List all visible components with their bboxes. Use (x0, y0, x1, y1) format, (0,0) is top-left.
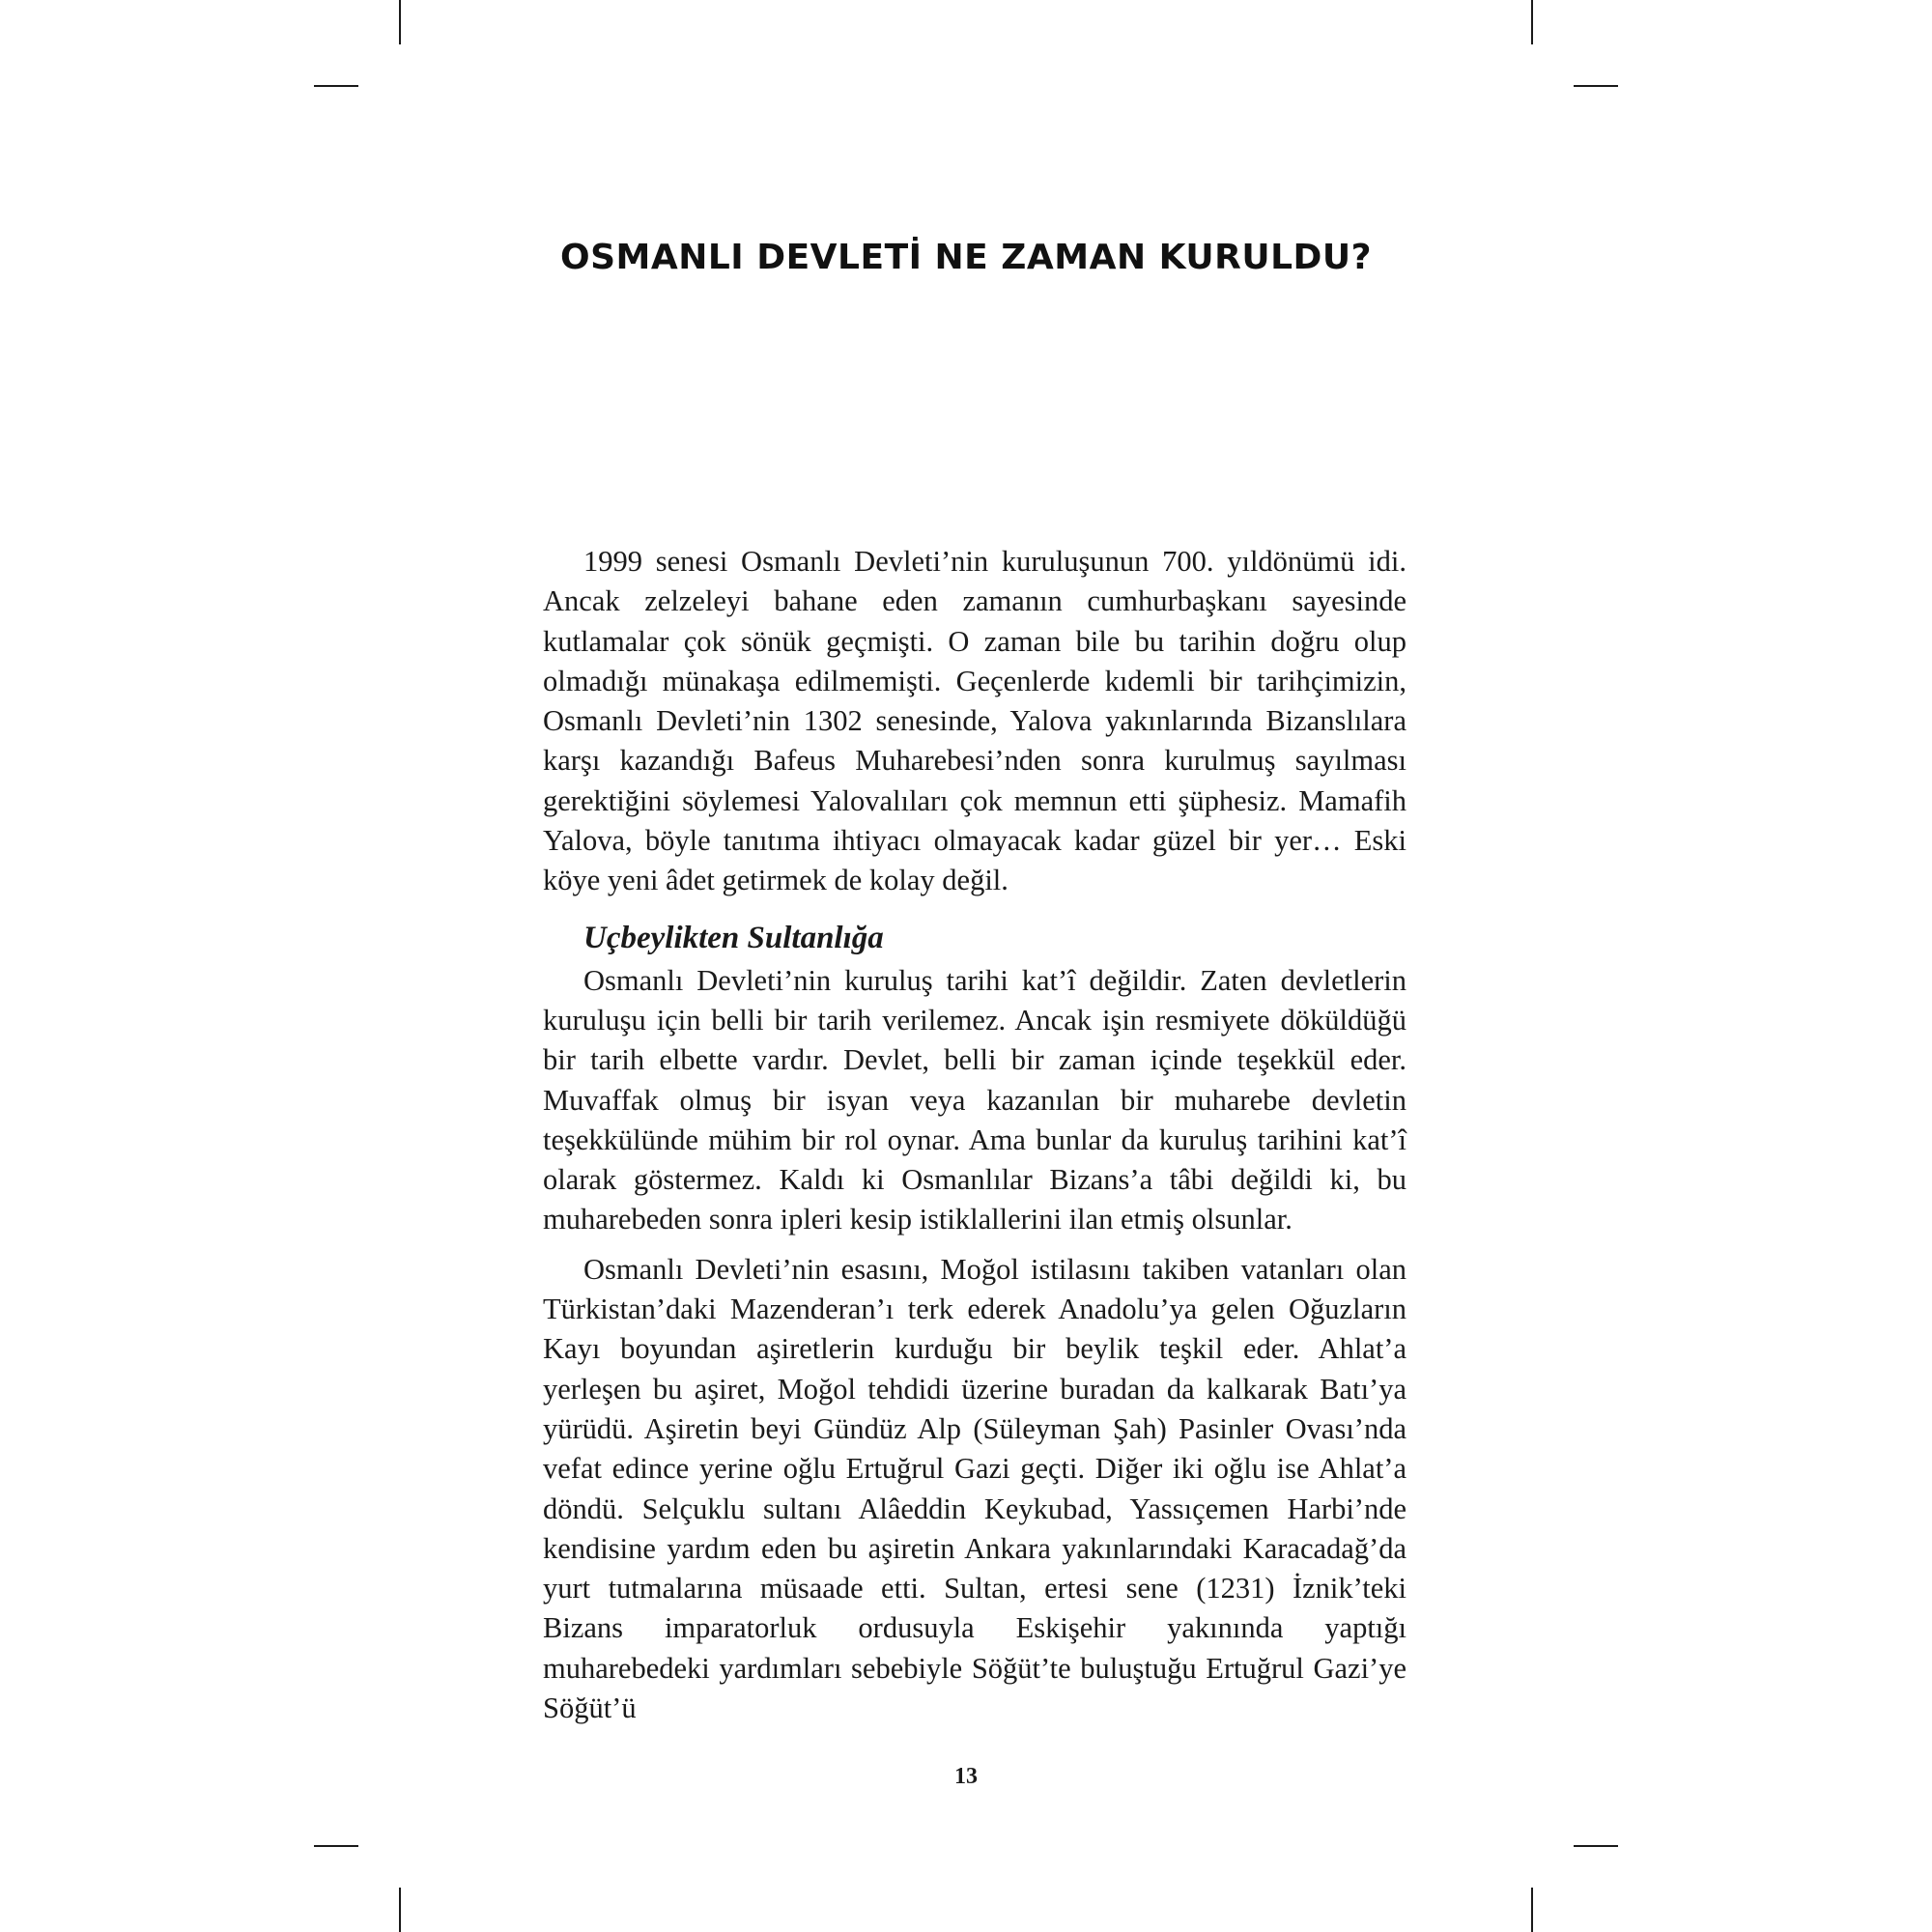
section-paragraph-1: Osmanlı Devleti’nin kuruluş tarihi kat’î değildir. Zaten devletlerin kuruluşu için belli bir tarih verilemez. Ancak işin resmiyete döküldüğü bir tarih elbette vardır. Devlet, belli bir zaman içinde teşekkül eder. Muvaffak olmuş bir isyan veya kazanılan bir muharebe devletin teşekkülünde mühim bir rol oynar. Ama bunlar da kuruluş tarihini kat’î olarak göstermez. Kaldı ki Osmanlılar Bizans’a tâbi değildi ki, bu muharebeden sonra ipleri kesip istiklallerini ilan etmiş olsunlar. (543, 963, 1406, 1236)
crop-mark-top-right-vertical (1531, 0, 1533, 44)
crop-mark-bottom-right-horizontal (1574, 1845, 1618, 1847)
crop-mark-bottom-right-vertical (1531, 1888, 1533, 1932)
crop-mark-top-right-horizontal (1574, 85, 1618, 87)
page-number: 13 (954, 1764, 978, 1789)
crop-mark-bottom-left-vertical (399, 1888, 401, 1932)
body-text (543, 542, 1406, 1728)
section-paragraph-2: Osmanlı Devleti’nin esasını, Moğol istilasını takiben vatanları olan Türkistan’daki Mazenderan’ı terk ederek Anadolu’ya gelen Oğuzların Kayı boyundan aşiretlerin kurduğu bir beylik teşkil eder. Ahlat’a yerleşen bu aşiret, Moğol tehdidi üzerine buradan da kalkarak Batı’ya yürüdü. Aşiretin beyi Gündüz Alp (Süleyman Şah) Pasinler Ovası’nda vefat edince yerine oğlu Ertuğrul Gazi geçti. Diğer iki oğlu ise Ahlat’a döndü. Selçuklu sultanı Alâeddin Keykubad, Yassıçemen Harbi’nde kendisine yardım eden bu aşiretin Ankara yakınlarındaki Karacadağ’da yurt tutmalarına müsaade etti. Sultan, ertesi sene (1231) İznik’teki Bizans imparatorluk ordusuyla Eskişehir yakınında yaptığı muharebedeki yardımları sebebiyle Söğüt’te buluştuğu Ertuğrul Gazi’ye Söğüt’ü (543, 1252, 1406, 1725)
crop-mark-top-left-vertical (399, 0, 401, 44)
section-heading: Uçbeylikten Sultanlığa (583, 920, 884, 955)
intro-paragraph: 1999 senesi Osmanlı Devleti’nin kuruluşunun 700. yıldönümü idi. Ancak zelzeleyi bahane eden zamanın cumhurbaşkanı sayesinde kutlamalar çok sönük geçmişti. O zaman bile bu tarihin doğru olup olmadığı münakaşa edilmemişti. Geçenlerde kıdemli bir tarihçimizin, Osmanlı Devleti’nin 1302 senesinde, Yalova yakınlarında Bizanslılara karşı kazandığı Bafeus Muharebesi’nden sonra kurulmuş sayılması gerektiğini söylemesi Yalovalıları çok memnun etti şüphesiz. Mamafih Yalova, böyle tanıtıma ihtiyacı olmayacak kadar güzel bir yer… Eski köye yeni âdet getirmek de kolay değil. (543, 545, 1406, 897)
chapter-title: OSMANLI DEVLETİ NE ZAMAN KURULDU? (559, 238, 1373, 277)
crop-mark-bottom-left-horizontal (314, 1845, 358, 1847)
crop-mark-top-left-horizontal (314, 85, 358, 87)
